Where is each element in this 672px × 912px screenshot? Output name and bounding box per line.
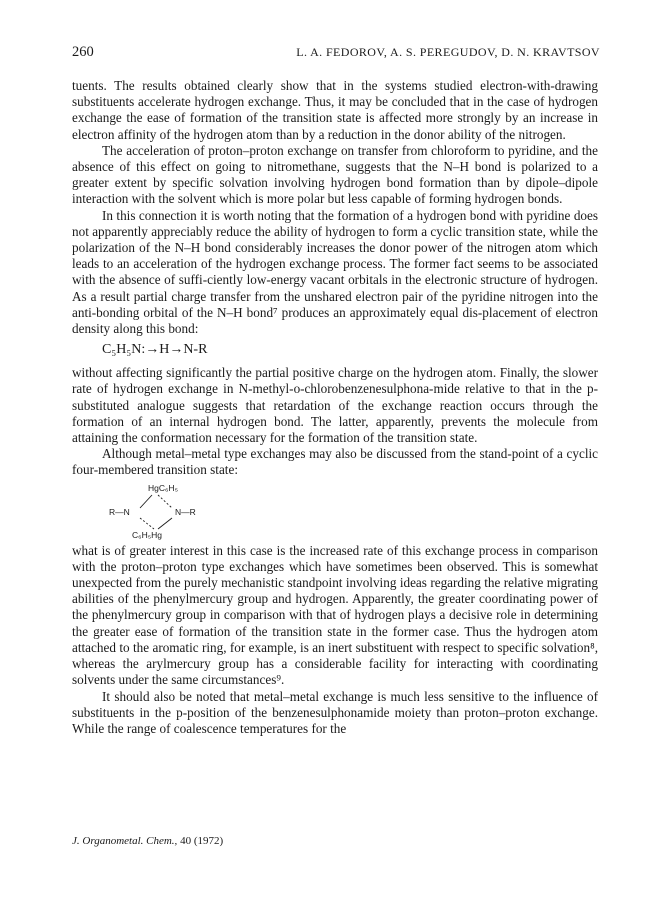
transition-state-diagram	[102, 482, 212, 542]
diagram-left-label: R—N	[109, 506, 130, 517]
diagram-bond-top-left	[140, 495, 152, 508]
diagram-bottom-label: C₆H₅Hg	[132, 529, 162, 540]
diagram-bond-bottom-right	[158, 518, 172, 529]
paragraph-3: In this connection it is worth noting that the formation of a hydrogen bond with pyridine does not apparently appreciably reduce the ability of hydrogen to form a cyclic transition state, while the polarization of the N–H bond considerably increases the donor power of the nitrogen atom which leads to an acceleration of the hydrogen exchange process. The former fact seems to be associated with the absence of suffi-ciently low-energy vacant orbitals in the electronic structure of hydrogen. As a result partial charge transfer from the unshared electron pair of the pyridine nitrogen into the anti-bonding orbital of the N–H bond⁷ produces an approximately equal dis-placement of electron density along this bond:	[72, 207, 598, 337]
paragraph-1: tuents. The results obtained clearly show that in the systems studied electron-with-drawing substituents accelerate hydrogen exchange. Thus, it may be concluded that in the case of hydrogen exchange the ease of formation of the transition state is affected more strongly by an increase in electron affinity of the hydrogen atom than by a reduction in the donor ability of the nitrogen.	[72, 78, 598, 142]
paragraph-2: The acceleration of proton–proton exchange on transfer from chloroform to pyridine, and the absence of this effect on going to nitromethane, suggests that the N–H bond is polarized to a greater extent by specific solvation involving hydrogen bond formation than by dipole–dipole interaction with the solvent which is more polar but less capable of forming hydrogen bonds.	[72, 142, 598, 207]
diagram-bond-bottom-left	[140, 518, 154, 529]
diagram-bond-top-right	[158, 495, 172, 508]
running-head: L. A. FEDOROV, A. S. PEREGUDOV, D. N. KRAVTSOV	[296, 45, 600, 59]
diagram-top-label: HgC₆H₅	[148, 482, 178, 493]
page-number: 260	[72, 44, 94, 60]
page-header	[72, 44, 600, 64]
paragraph-7: It should also be noted that metal–metal exchange is much less sensitive to the influence of substituents in the p-position of the benzenesulphonamide moiety than proton–proton exchange. While the range of coalescence temperatures for the	[72, 688, 598, 736]
journal-volume: 40 (1972)	[180, 835, 224, 847]
body-text	[72, 78, 598, 737]
journal-name: J. Organometal. Chem.,	[72, 835, 178, 847]
journal-footer	[72, 835, 223, 847]
paragraph-4: without affecting significantly the partial positive charge on the hydrogen atom. Finally, the slower rate of hydrogen exchange in N-methyl-o-chlorobenzenesulphona-mide relative to that in the p-substituted analogue suggests that retardation of the exchange reaction occurs through the formation of an internal hydrogen bond. The latter, apparently, prevents the molecule from attaining the conformation necessary for the formation of the transition state.	[72, 365, 598, 446]
diagram-right-label: N—R	[175, 506, 196, 517]
paragraph-6: what is of greater interest in this case is the increased rate of this exchange process in comparison with the proton–proton type exchanges which have sometimes been observed. This is somewhat unexpected from the purely mechanistic standpoint involving ideas regarding the relative migrating abilities of the phenylmercury group and hydrogen. Apparently, the greater coordinating power of the phenylmercury group in comparison with that of hydrogen plays a decisive role in determining the greater ease of formation of the transition state in the former case. Thus the hydrogen atom attached to the aromatic ring, for example, is an inert substituent with respect to specific solvation⁸, whereas the arylmercury group has a considerable facility for interacting with coordinating solvents under the same circumstances⁹.	[72, 542, 598, 688]
paragraph-5: Although metal–metal type exchanges may also be discussed from the stand-point of a cyclic four-membered transition state:	[72, 446, 598, 478]
charge-transfer-formula: C₅H₅N:→H→N-R	[102, 342, 208, 358]
